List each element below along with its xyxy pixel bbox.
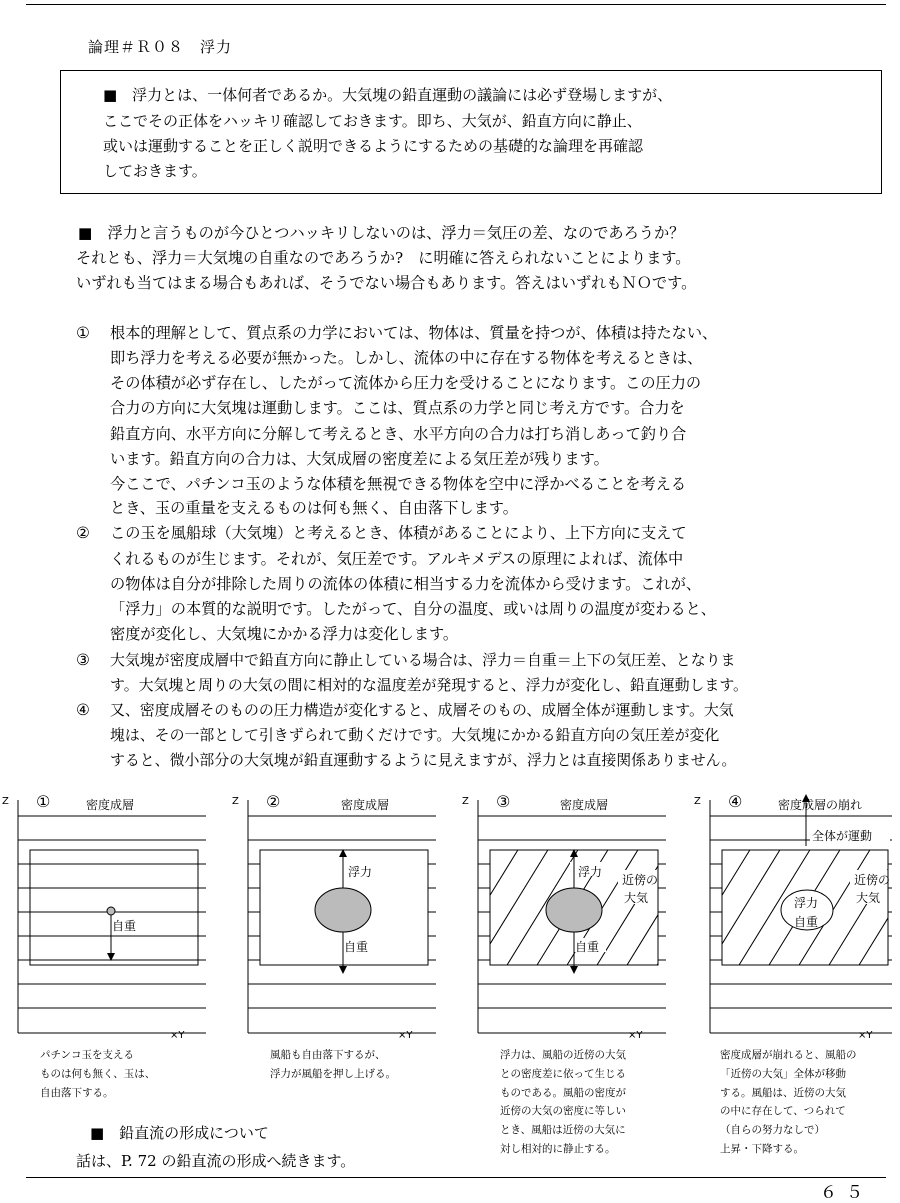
item-line: この玉を風船球（大気塊）と考えるとき、体積があることにより、上下方向に支えて: [110, 524, 687, 542]
diagram-2-graphic: [244, 790, 449, 1045]
item-line: 即ち浮力を考える必要が無かった。しかし、流体の中に存在する物体を考えるときは、: [110, 349, 703, 367]
diagram-number: ②: [266, 792, 281, 811]
diagram-1-caption: [40, 1046, 155, 1102]
item-line: とき、玉の重量を支えるものは何も無く、自由落下します。: [110, 499, 518, 517]
weight-label: 自重: [112, 919, 137, 933]
buoyancy-label: 浮力: [578, 865, 603, 879]
item-line: す。大気塊と周りの大気の間に相対的な温度差が発現すると、浮力が変化し、鉛直運動します。: [110, 676, 748, 694]
continuation-note: 話は、P. 72 の鉛直流の形成へ続きます。: [76, 1152, 356, 1170]
question-line: それとも、浮力＝大気塊の自重なのであろうか? に明確に答えられないことによります。: [76, 249, 691, 267]
diagram-2-caption: [270, 1046, 396, 1084]
question-line: いずれも当てはまる場合もあれば、そうでない場合もあります。答えはいずれもＮＯです。: [76, 274, 697, 292]
nearby-air-label: 大気: [856, 891, 881, 905]
caption-line: 上昇・下降する。: [720, 1142, 804, 1155]
question-line: ■ 浮力と言うものが今ひとつハッキリしないのは、浮力＝気圧の差、なのであろうか？: [78, 224, 685, 242]
caption-line: （自らの努力なしで）: [720, 1124, 825, 1137]
caption-line: する。風船は、近傍の大気: [720, 1086, 846, 1099]
bottom-rule: [26, 1177, 886, 1178]
top-rule: [26, 4, 886, 5]
nearby-air-label: 大気: [624, 891, 649, 905]
diagram-title: 密度成層: [341, 798, 390, 812]
weight-label: 自重: [344, 940, 369, 954]
diagram-3: [462, 790, 679, 1045]
intro-line: ■ 浮力とは、一体何者であるか。大気塊の鉛直運動の議論には必ず登場しますが、: [103, 86, 673, 104]
item-line: 今ここで、パチンコ玉のような体積を無視できる物体を空中に浮かべることを考える: [110, 475, 687, 493]
diagram-2: [232, 790, 449, 1045]
item-line: います。鉛直方向の合力は、大気成層の密度差による気圧差が残ります。: [110, 450, 609, 468]
item-line: その体積が必ず存在し、したがって流体から圧力を受けることになります。この圧力の: [110, 374, 702, 392]
item-line: 合力の方向に大気塊は運動します。ここは、質点系の力学と同じ考え方です。合力を: [110, 399, 685, 417]
buoyancy-label: 浮力: [794, 896, 819, 910]
section-heading: ■ 鉛直流の形成について: [90, 1124, 269, 1142]
caption-line: 風船も自由落下するが、: [270, 1049, 386, 1061]
item-line: 密度が変化し、大気塊にかかる浮力は変化します。: [110, 625, 459, 643]
caption-line: ものは何も無く、玉は、: [40, 1067, 156, 1080]
xy-axis-label: ×Y: [858, 1030, 873, 1041]
weight-label: 自重: [794, 915, 819, 929]
item-number: ④: [76, 701, 90, 719]
caption-line: 対し相対的に静止する。: [500, 1142, 616, 1155]
caption-line: 密度成層が崩れると、風船の: [720, 1049, 857, 1061]
buoyancy-label: 浮力: [348, 865, 373, 879]
diagram-number: ④: [728, 792, 743, 811]
item-number: ①: [76, 324, 90, 342]
caption-line: 浮力が風船を押し上げる。: [270, 1067, 396, 1080]
diagram-number: ①: [36, 792, 51, 811]
nearby-air-label: 近傍の: [854, 873, 891, 887]
whole-movement-label: 全体が運動: [812, 829, 873, 843]
page-number: ６５: [820, 1183, 872, 1203]
item-number: ③: [76, 651, 90, 669]
weight-label: 自重: [575, 940, 600, 954]
diagram-4: [694, 790, 900, 1045]
caption-line: との密度差に依って生じる: [500, 1067, 626, 1080]
diagram-number: ③: [496, 792, 511, 811]
xy-axis-label: ×Y: [170, 1030, 185, 1041]
caption-line: 浮力は、風船の近傍の大気: [500, 1049, 626, 1061]
diagram-title: 密度成層の崩れ: [778, 798, 863, 812]
xy-axis-label: ×Y: [628, 1030, 643, 1041]
diagram-title: 密度成層: [86, 798, 135, 812]
item-line: くれるものが生じます。それが、気圧差です。アルキメデスの原理によれば、流体中: [110, 550, 684, 568]
diagram-3-caption: [500, 1046, 626, 1159]
page-title: 論理＃Ｒ０８ 浮力: [88, 38, 233, 56]
diagram-3-graphic: [474, 790, 679, 1045]
caption-line: とき、風船は近傍の大気に: [500, 1124, 626, 1137]
item-line: 「浮力」の本質的な説明です。したがって、自分の温度、或いは周りの温度が変わると、: [110, 600, 716, 618]
caption-line: ものである。風船の密度が: [500, 1086, 626, 1099]
z-axis-label: Z: [232, 796, 239, 807]
diagram-1: [2, 790, 219, 1045]
intro-box: [60, 70, 882, 194]
z-axis-label: Z: [462, 796, 469, 807]
intro-line: ここでその正体をハッキリ確認しておきます。即ち、大気が、鉛直方向に静止、: [103, 112, 642, 130]
diagram-title: 密度成層: [560, 798, 609, 812]
diagram-4-caption: [720, 1046, 857, 1159]
caption-line: パチンコ玉を支える: [40, 1049, 134, 1061]
item-line: 又、密度成層そのものの圧力構造が変化すると、成層そのもの、成層全体が運動します。大気: [110, 701, 734, 719]
item-line: の物体は自分が排除した周りの流体の体積に相当する力を流体から受けます。これが、: [110, 575, 702, 593]
caption-line: の中に存在して、つられて: [720, 1105, 846, 1118]
caption-line: 自由落下する。: [40, 1086, 114, 1099]
xy-axis-label: ×Y: [398, 1030, 413, 1041]
item-line: 鉛直方向、水平方向に分解して考えるとき、水平方向の合力は打ち消しあって釣り合: [110, 425, 687, 443]
item-number: ②: [76, 524, 90, 542]
item-line: 根本的理解として、質点系の力学においては、物体は、質量を持つが、体積は持たない、: [110, 324, 718, 342]
caption-line: 近傍の大気の密度に等しい: [500, 1105, 626, 1118]
nearby-air-label: 近傍の: [622, 873, 659, 887]
caption-line: 「近傍の大気」全体が移動: [720, 1067, 846, 1080]
item-line: すると、微小部分の大気塊が鉛直運動するように見えますが、浮力とは直接関係ありません。: [110, 751, 737, 769]
intro-line: しておきます。: [103, 162, 207, 180]
item-line: 大気塊が密度成層中で鉛直方向に静止している場合は、浮力＝自重＝上下の気圧差、となりま: [110, 651, 736, 669]
item-line: 塊は、その一部として引きずられて動くだけです。大気塊にかかる鉛直方向の気圧差が変化: [110, 726, 720, 744]
intro-line: 或いは運動することを正しく説明できるようにするための基礎的な論理を再確認: [103, 137, 644, 155]
z-axis-label: Z: [694, 796, 701, 807]
z-axis-label: Z: [2, 796, 9, 807]
